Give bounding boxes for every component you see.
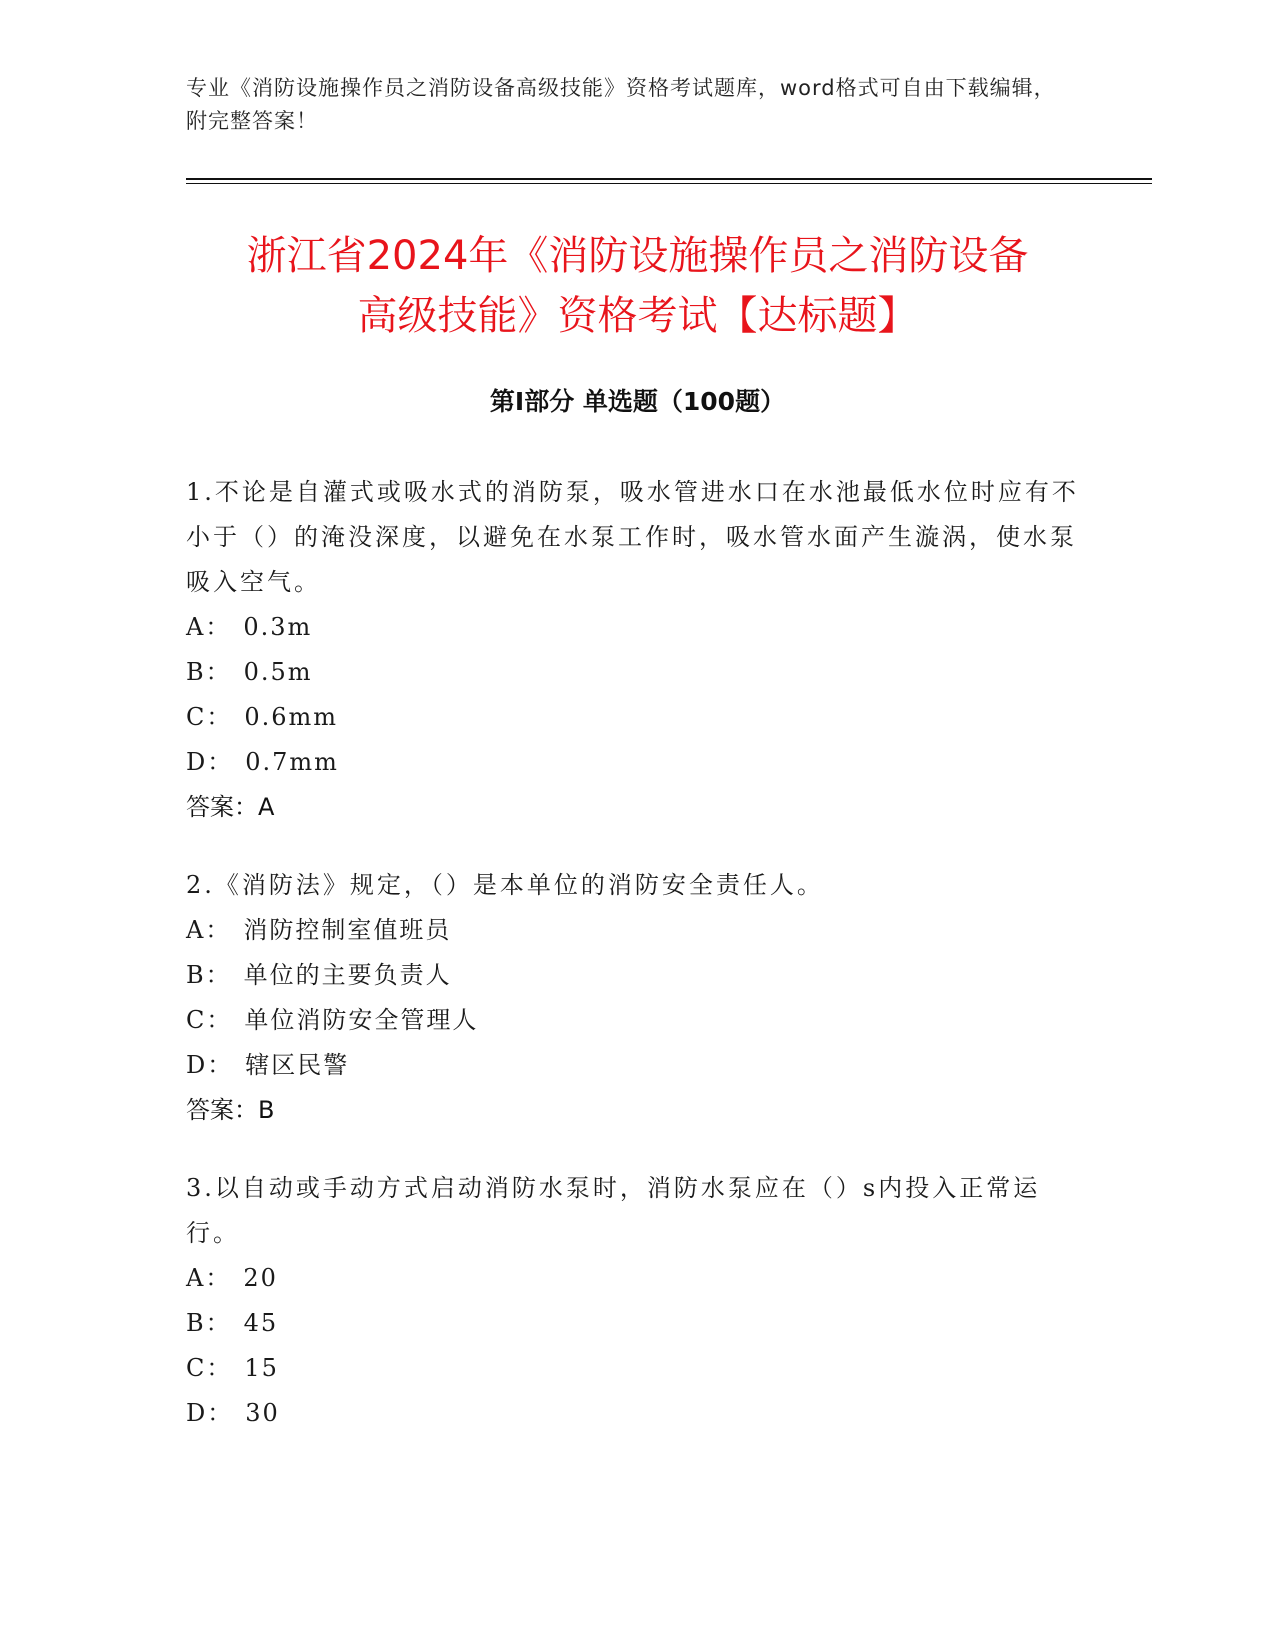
option-separator: ： bbox=[205, 916, 232, 944]
option-text: 15 bbox=[244, 1354, 279, 1382]
option-letter: A bbox=[186, 1264, 206, 1292]
option-separator: ： bbox=[207, 748, 234, 776]
option-separator: ： bbox=[207, 1399, 234, 1427]
option-text: 30 bbox=[245, 1399, 280, 1427]
option-text: 0.7mm bbox=[245, 748, 339, 776]
option-letter: C bbox=[186, 703, 207, 731]
option-c bbox=[186, 1346, 1086, 1391]
option-letter: D bbox=[186, 1051, 208, 1079]
option-letter: A bbox=[186, 613, 206, 641]
option-b bbox=[186, 953, 1086, 998]
option-separator: ： bbox=[206, 1006, 233, 1034]
option-text: 0.6mm bbox=[244, 703, 339, 731]
option-letter: C bbox=[186, 1354, 207, 1382]
option-letter: D bbox=[186, 1399, 208, 1427]
header-rule-thin bbox=[186, 183, 1152, 184]
document-title-line-1: 浙江省2024年《消防设施操作员之消防设备 bbox=[246, 233, 1029, 279]
option-text: 辖区民警 bbox=[245, 1051, 350, 1079]
question-list bbox=[186, 470, 1086, 1469]
question-stem: 2.《消防法》规定，（）是本单位的消防安全责任人。 bbox=[186, 871, 824, 899]
option-separator: ： bbox=[207, 1051, 234, 1079]
section-title: 第I部分 单选题（100题） bbox=[489, 387, 786, 416]
option-separator: ： bbox=[205, 1264, 232, 1292]
answer: 答案：B bbox=[186, 1096, 275, 1124]
option-separator: ： bbox=[205, 961, 232, 989]
option-text: 20 bbox=[243, 1264, 278, 1292]
option-a bbox=[186, 605, 1086, 650]
option-text: 单位消防安全管理人 bbox=[244, 1006, 479, 1034]
option-c bbox=[186, 695, 1086, 740]
option-letter: B bbox=[186, 658, 206, 686]
option-text: 45 bbox=[243, 1309, 279, 1337]
option-letter: B bbox=[186, 961, 206, 989]
option-b bbox=[186, 650, 1086, 695]
question-3 bbox=[186, 1166, 1086, 1436]
option-d bbox=[186, 740, 1086, 785]
option-letter: C bbox=[186, 1006, 207, 1034]
option-separator: ： bbox=[205, 658, 232, 686]
option-letter: D bbox=[186, 748, 208, 776]
option-c bbox=[186, 998, 1086, 1043]
option-text: 消防控制室值班员 bbox=[243, 916, 452, 944]
question-stem: 1.不论是自灌式或吸水式的消防泵，吸水管进水口在水池最低水位时应有不小于（）的淹没深度，以避免在水泵工作时，吸水管水面产生漩涡，使水泵吸入空气。 bbox=[186, 478, 1079, 596]
option-separator: ： bbox=[205, 613, 232, 641]
option-a bbox=[186, 908, 1086, 953]
option-letter: B bbox=[186, 1309, 206, 1337]
option-text: 单位的主要负责人 bbox=[243, 961, 452, 989]
answer: 答案：A bbox=[186, 793, 275, 821]
option-separator: ： bbox=[206, 1354, 233, 1382]
option-text: 0.5m bbox=[243, 658, 313, 686]
question-1 bbox=[186, 470, 1086, 830]
option-text: 0.3m bbox=[243, 613, 313, 641]
question-2 bbox=[186, 863, 1086, 1133]
option-letter: A bbox=[186, 916, 206, 944]
option-a bbox=[186, 1256, 1086, 1301]
option-separator: ： bbox=[206, 703, 233, 731]
option-d bbox=[186, 1391, 1086, 1436]
header-note: 专业《消防设施操作员之消防设备高级技能》资格考试题库，word格式可自由下载编辑，附完整答案！ bbox=[186, 76, 1056, 133]
option-d bbox=[186, 1043, 1086, 1088]
document-title bbox=[140, 226, 1135, 346]
option-separator: ： bbox=[205, 1309, 232, 1337]
document-title-line-2: 高级技能》资格考试【达标题】 bbox=[357, 293, 918, 339]
header-rule-thick bbox=[186, 178, 1152, 180]
option-b bbox=[186, 1301, 1086, 1346]
question-stem: 3.以自动或手动方式启动消防水泵时，消防水泵应在（）s内投入正常运行。 bbox=[186, 1174, 1041, 1247]
